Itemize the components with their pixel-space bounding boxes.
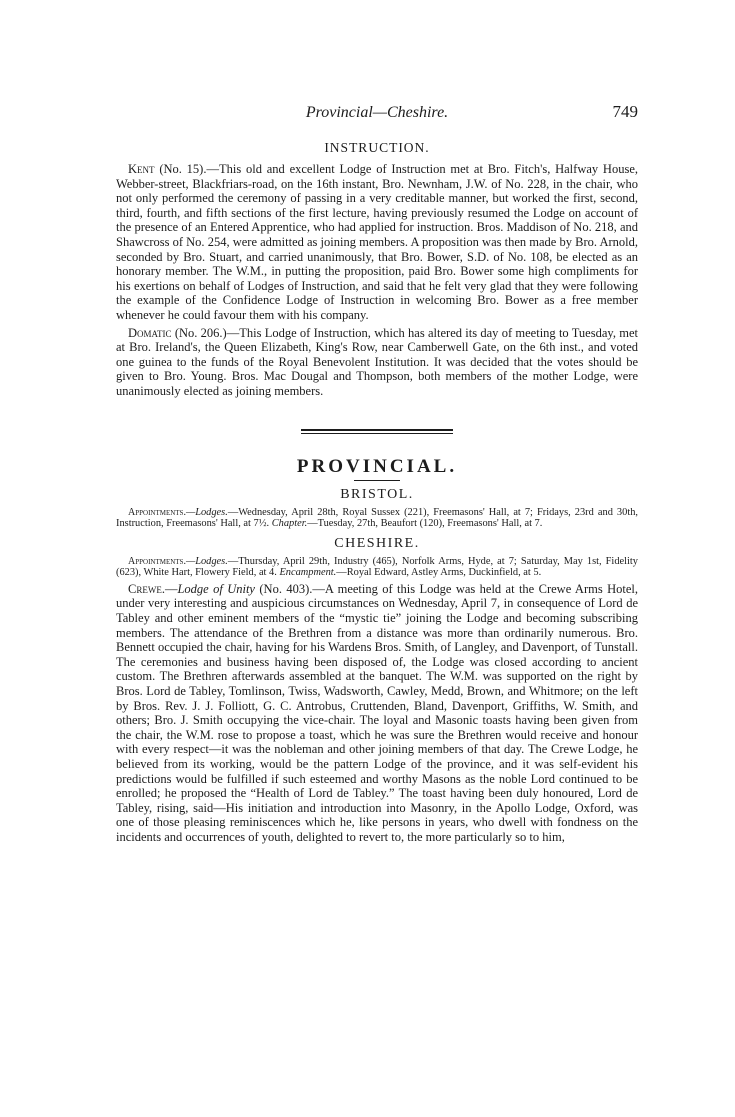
crewe-lodge-name: Lodge of Unity bbox=[177, 581, 255, 596]
cheshire-text-1: —Thursday, April 29th, Industry (465), Norfolk Arms, Hyde, at 7; Saturday, May 1st, Fidelity (623), White Hart, Flowery Field, at 4. bbox=[116, 555, 638, 579]
kent-lead: Kent bbox=[128, 162, 155, 176]
page bbox=[116, 100, 638, 848]
provincial-heading: PROVINCIAL. bbox=[296, 455, 458, 477]
domatic-text: (No. 206.)—This Lodge of Instruction, which has altered its day of meeting to Tuesday, met at Bro. Ireland's, the Queen Elizabeth, King's Row, near Camberwell Gate, on the 6th inst., and voted one guinea to the funds of the Royal Benevolent Institution. It was decided that the votes should be given to Bro. Young. Bros. Mac Dougal and Thompson, both members of the mother Lodge, were unanimously elected as joining members. bbox=[116, 325, 638, 398]
cheshire-lodges-label: —Lodges. bbox=[185, 555, 228, 567]
section-divider bbox=[301, 429, 453, 434]
cheshire-encampment-label: Encampment. bbox=[279, 567, 337, 579]
bristol-appointments-lead: Appointments. bbox=[128, 506, 186, 518]
kent-paragraph bbox=[116, 162, 638, 323]
provincial-underline bbox=[354, 480, 400, 481]
cheshire-heading: CHESHIRE. bbox=[334, 535, 420, 551]
bristol-appointments bbox=[116, 507, 638, 530]
cheshire-text-2: —Royal Edward, Astley Arms, Duckinfield, at 5. bbox=[336, 567, 542, 579]
cheshire-appointments-lead: Appointments. bbox=[128, 555, 186, 567]
crewe-lead: Crewe. bbox=[128, 581, 165, 596]
running-title: Provincial—Cheshire. bbox=[305, 104, 449, 121]
bristol-text-2: —Tuesday, 27th, Beaufort (120), Freemasons' Hall, at 7. bbox=[307, 518, 543, 530]
bristol-chapter-label: Chapter. bbox=[271, 518, 308, 530]
bristol-heading: BRISTOL. bbox=[340, 486, 414, 502]
kent-text: (No. 15).—This old and excellent Lodge of Instruction met at Bro. Fitch's, Halfway House, Webber-street, Blackfriars-road, on the 16th instant, Bro. Newnham, J.W. of No. 228, in the chair, who not only performed the ceremony of passing in a very creditable manner, but worked the first, second, third, fourth, and fifth sections of the first lecture, having previously resumed the Lodge on account of the presence of an Entered Apprentice, who had applied for instruction. Bros. Maddison of No. 218, and Shawcross of No. 254, were admitted as joining members. A proposition was then made by Bro. Arnold, seconded by Bro. Stuart, and carried unanimously, that Bro. Bower, S.D. of No. 108, be elected as an honorary member. The W.M., in putting the proposition, paid Bro. Bower some high compliments for his exertions on behalf of Lodges of Instruction, and said that he felt very glad that they were following the example of the Confidence Lodge of Instruction in welcoming Bro. Bower as a free member whenever he could favour them with his company. bbox=[116, 162, 638, 322]
domatic-lead: Domatic bbox=[128, 325, 172, 340]
bristol-lodges-label: —Lodges. bbox=[185, 506, 228, 518]
instruction-heading: INSTRUCTION. bbox=[324, 140, 430, 155]
cheshire-appointments bbox=[116, 556, 638, 579]
bristol-text-1: —Wednesday, April 28th, Royal Sussex (221), Freemasons' Hall, at 7; Fridays, 23rd and 30th, Instruction, Freemasons' Hall, at 7½. bbox=[116, 506, 638, 530]
domatic-paragraph bbox=[116, 326, 638, 399]
crewe-paragraph bbox=[116, 582, 638, 845]
crewe-dash: — bbox=[164, 581, 178, 596]
running-head bbox=[116, 100, 638, 126]
page-number: 749 bbox=[612, 102, 638, 121]
crewe-text: (No. 403).—A meeting of this Lodge was held at the Crewe Arms Hotel, under very interesting and auspicious circumstances on Wednesday, April 7, in consequence of Lord de Tabley and other eminent members of the “mystic tie” joining the Lodge and becoming subscribing members. The attendance of the Brethren from a distance was more than ordinarily numerous. Bro. Bennett occupied the chair, having for his Wardens Bros. Smith, of Langley, and Davenport, of Tunstall. The ceremonies and business having been disposed of, the Lodge was closed according to ancient custom. The Brethren afterwards assembled at the banquet. The W.M. was supported on the right by Bros. Lord de Tabley, Tomlinson, Twiss, Wadsworth, Cawley, Medd, Brown, and Whitmore; on the left by Bros. Rev. J. J. Folliott, G. C. Antrobus, Cruttenden, Bland, Davenport, Griffiths, W. Smith, and others; Bro. J. Smith occupying the vice-chair. The loyal and Masonic toasts having been given from the chair, the W.M. rose to propose a toast, which he was sure the Brethren would receive and honour with every respect—it was the nobleman and other joining members of that day. The Crewe Lodge, he believed from its working, would be the pattern Lodge of the province, and it was self-evident his predictions would be fulfilled if such esteemed and worthy Masons as the noble Lord continued to be enrolled; he proposed the “Health of Lord de Tabley.” The toast having been duly honoured, Lord de Tabley, rising, said—His initiation and introduction into Masonry, in the Apollo Lodge, Oxford, was one of those pleasing reminiscences which he, like persons in years, who dwell with fondness on the incidents and occurrences of youth, delighted to revert to, the more particularly so to him, bbox=[116, 581, 638, 844]
